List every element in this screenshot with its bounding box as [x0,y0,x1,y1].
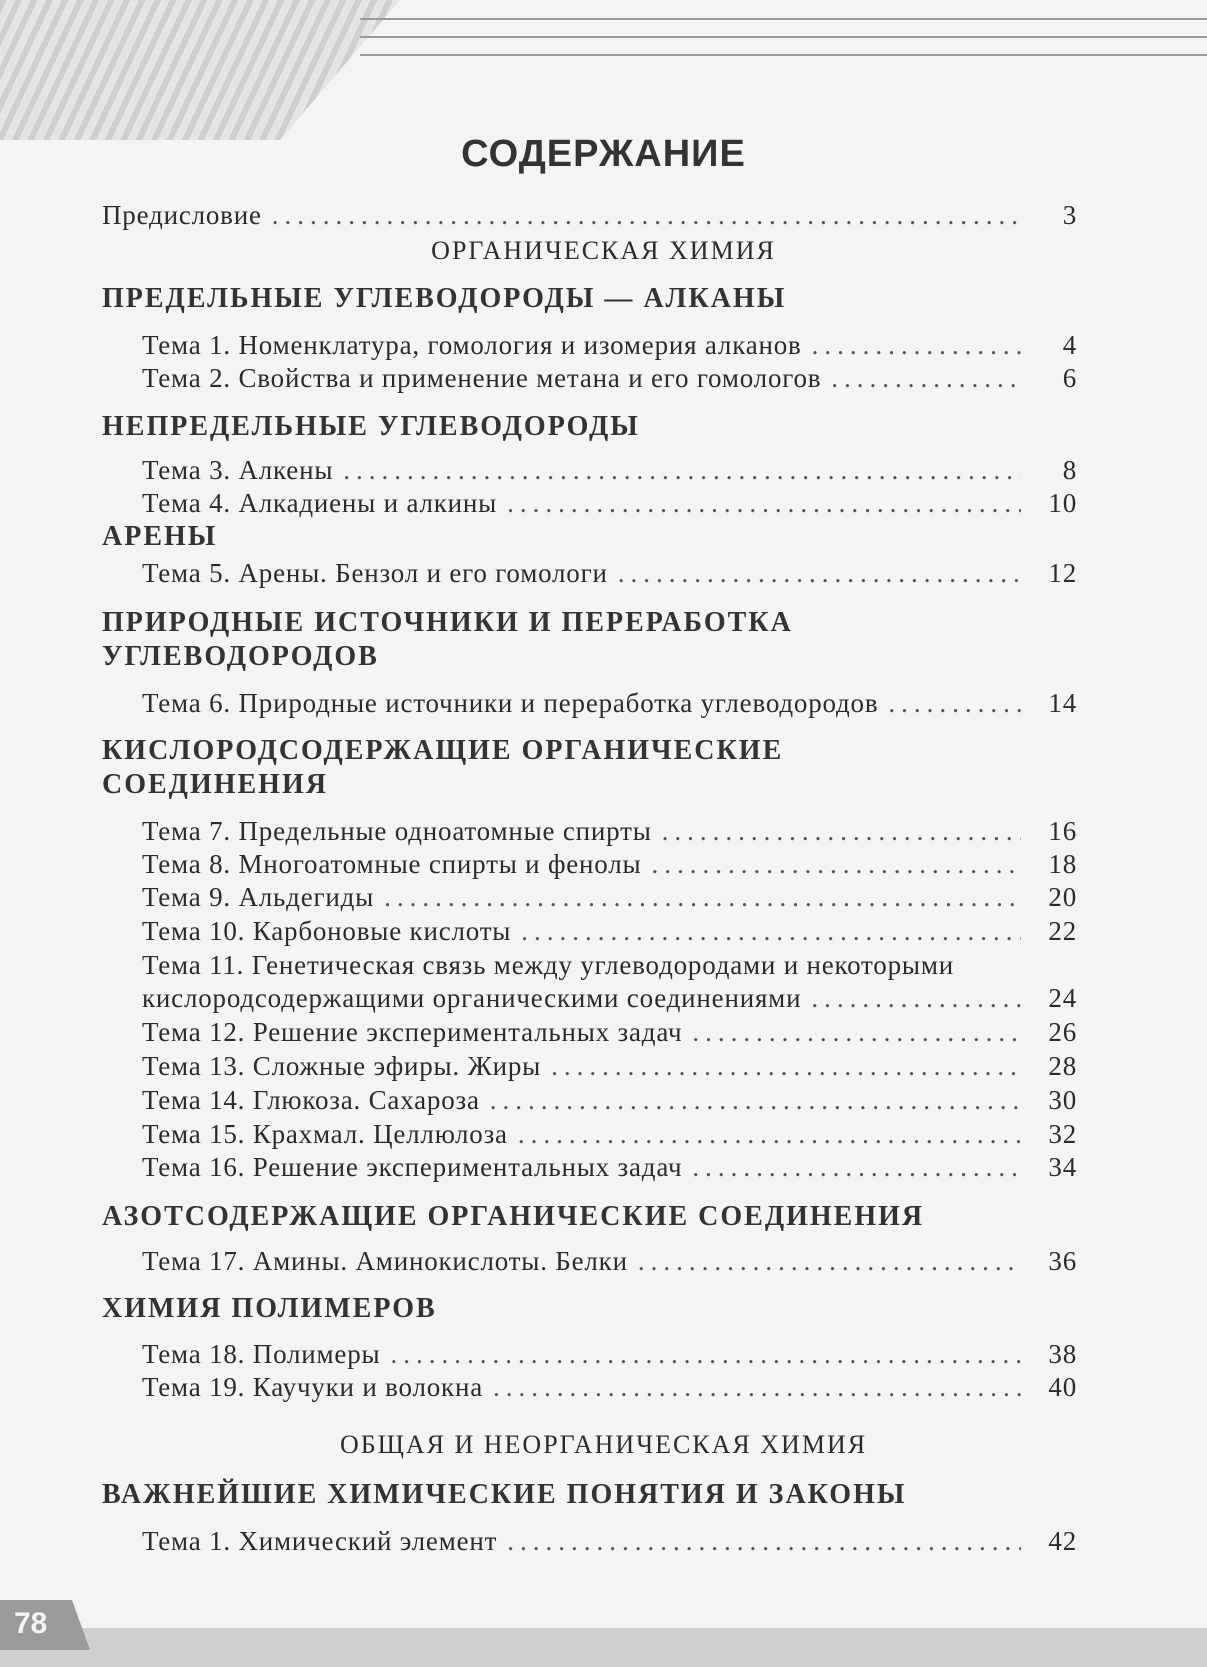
toc-entry-label: Тема 14. Глюкоза. Сахароза [142,1085,480,1115]
leader-dots [551,1051,1021,1082]
decorative-stripes [0,0,400,140]
toc-entry-label: Тема 6. Природные источники и переработка углеводородов [142,688,879,718]
toc-entry-page: 14 [1048,688,1077,718]
toc-entry-label: Тема 1. Номенклатура, гомология и изомерия алканов [142,330,802,360]
toc-entry-label: Предисловие [102,200,262,230]
toc-entry-label: Тема 5. Арены. Бензол и его гомологи [142,558,608,588]
leader-dots [493,1372,1021,1403]
toc-entry-page: 6 [1062,363,1077,393]
toc-entry-page: 28 [1048,1051,1077,1081]
leader-dots [812,330,1021,361]
toc-entry-page: 8 [1062,455,1077,485]
toc-entry-label: Тема 2. Свойства и применение метана и его гомологов [142,363,822,393]
header-rules [360,18,1207,72]
leader-dots [692,1017,1021,1048]
toc-entry-page: 42 [1048,1526,1077,1556]
toc-entry [142,882,1077,913]
footer-bar [0,1628,1207,1667]
leader-dots [272,200,1021,231]
toc-entry-label: Тема 13. Сложные эфиры. Жиры [142,1051,542,1081]
toc-entry [142,688,1077,719]
section-heading: КИСЛОРОДСОДЕРЖАЩИЕ ОРГАНИЧЕСКИЕ [102,735,784,766]
toc-entry-page: 18 [1048,849,1077,879]
toc-entry-label: Тема 7. Предельные одноатомные спирты [142,816,652,846]
section-heading: АЗОТСОДЕРЖАЩИЕ ОРГАНИЧЕСКИЕ СОЕДИНЕНИЯ [102,1201,925,1232]
section-heading: АРЕНЫ [102,521,218,552]
toc-entry [142,816,1077,847]
toc-entry [142,455,1077,486]
leader-dots [692,1152,1021,1183]
toc-entry-label: Тема 1. Химический элемент [142,1526,498,1556]
section-heading: ПРЕДЕЛЬНЫЕ УГЛЕВОДОРОДЫ — АЛКАНЫ [102,283,787,314]
toc-entry [142,1339,1077,1370]
toc-entry-preface [102,200,1077,231]
toc-entry-label: кислородсодержащими органическими соединениями [142,983,802,1013]
toc-entry-page: 12 [1048,558,1077,588]
toc-entry-page: 3 [1062,200,1077,230]
toc-entry-label: Тема 3. Алкены [142,455,334,485]
page-title: СОДЕРЖАНИЕ [461,133,746,175]
leader-dots [662,816,1021,847]
toc-entry-label: Тема 15. Крахмал. Целлюлоза [142,1119,508,1149]
toc-entry-page: 30 [1048,1085,1077,1115]
toc-entry-label: Тема 8. Многоатомные спирты и фенолы [142,849,642,879]
toc-entry [142,363,1077,394]
toc-entry-label: Тема 17. Амины. Аминокислоты. Белки [142,1246,628,1276]
toc-entry [142,330,1077,361]
toc-entry-page: 22 [1048,916,1077,946]
toc-entry-page: 4 [1062,330,1077,360]
part-heading: ОРГАНИЧЕСКАЯ ХИМИЯ [431,236,776,265]
section-heading: СОЕДИНЕНИЯ [102,769,328,800]
toc-entry [142,1051,1077,1082]
toc-entry-label: Тема 16. Решение экспериментальных задач [142,1152,683,1182]
toc-entry-page: 20 [1048,882,1077,912]
section-heading: УГЛЕВОДОРОДОВ [102,641,379,672]
leader-dots [507,1526,1021,1557]
section-heading: ПРИРОДНЫЕ ИСТОЧНИКИ И ПЕРЕРАБОТКА [102,607,793,638]
toc-entry-page: 32 [1048,1119,1077,1149]
toc-entry [142,558,1077,589]
leader-dots [384,882,1021,913]
toc-entry-label: Тема 12. Решение экспериментальных задач [142,1017,683,1047]
toc-entry [142,1246,1077,1277]
toc-entry-page: 38 [1048,1339,1077,1369]
toc-entry [142,1119,1077,1150]
toc-entry-page: 40 [1048,1372,1077,1402]
toc-entry-page: 24 [1048,983,1077,1013]
section-heading: НЕПРЕДЕЛЬНЫЕ УГЛЕВОДОРОДЫ [102,411,640,442]
section-heading: ХИМИЯ ПОЛИМЕРОВ [102,1293,437,1324]
toc-entry-page: 36 [1048,1246,1077,1276]
leader-dots [507,488,1021,519]
section-heading: ВАЖНЕЙШИЕ ХИМИЧЕСКИЕ ПОНЯТИЯ И ЗАКОНЫ [102,1479,907,1510]
leader-dots [831,363,1021,394]
leader-dots [811,983,1021,1014]
leader-dots [888,688,1021,719]
toc-entry [142,1526,1077,1557]
part-heading: ОБЩАЯ И НЕОРГАНИЧЕСКАЯ ХИМИЯ [339,1430,868,1459]
leader-dots [638,1246,1021,1277]
leader-dots [651,849,1021,880]
toc-entry [142,1372,1077,1403]
toc-entry [142,983,1077,1014]
toc-entry-page: 34 [1048,1152,1077,1182]
leader-dots [521,916,1021,947]
toc-entry-line: Тема 11. Генетическая связь между углеводородами и некоторыми [142,950,954,980]
toc-entry [142,1085,1077,1116]
toc-entry-label: Тема 9. Альдегиды [142,882,375,912]
toc-entry-label: Тема 19. Каучуки и волокна [142,1372,483,1402]
toc-entry-page: 10 [1048,488,1077,518]
leader-dots [490,1085,1021,1116]
leader-dots [390,1339,1021,1370]
toc-entry-page: 16 [1048,816,1077,846]
leader-dots [618,558,1021,589]
page-number: 78 [14,1607,48,1640]
leader-dots [343,455,1021,486]
toc-entry [142,488,1077,519]
toc-entry [142,849,1077,880]
toc-entry-label: Тема 18. Полимеры [142,1339,381,1369]
toc-entry [142,1152,1077,1183]
toc-entry [142,1017,1077,1048]
toc-entry-label: Тема 4. Алкадиены и алкины [142,488,498,518]
toc-entry-label: Тема 10. Карбоновые кислоты [142,916,512,946]
leader-dots [518,1119,1021,1150]
toc-entry [142,916,1077,947]
toc-entry-page: 26 [1048,1017,1077,1047]
